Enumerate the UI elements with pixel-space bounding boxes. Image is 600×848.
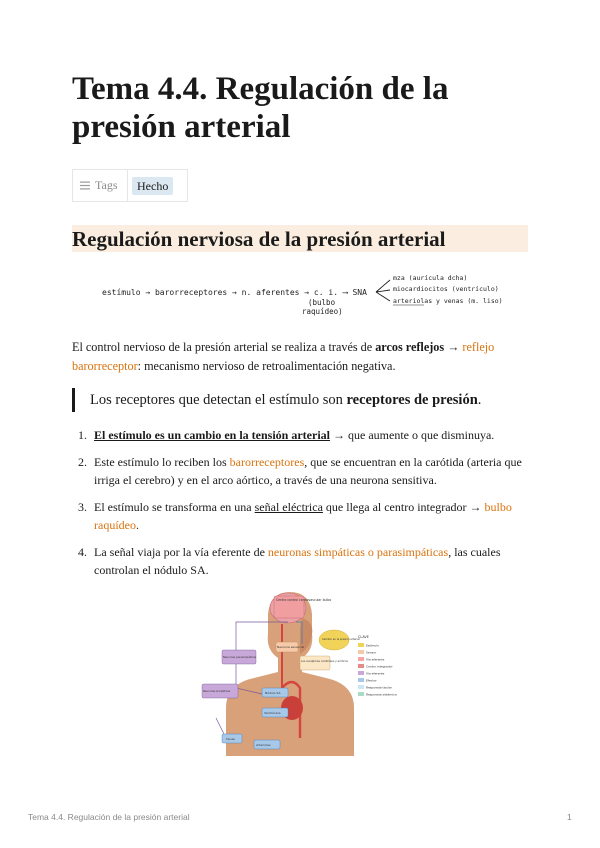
legend-label: Vía eferente <box>366 671 385 676</box>
figure-legend-items <box>358 643 397 697</box>
legend-swatch <box>358 692 364 696</box>
legend-swatch <box>358 650 364 654</box>
callout-end: . <box>477 392 482 408</box>
list-item <box>72 453 528 489</box>
handwritten-branch-2: miocardiocitos (ventrículo) <box>393 285 499 293</box>
figure-para-label: Neuronas parasimpáticas <box>223 656 257 659</box>
legend-swatch <box>358 657 364 661</box>
list-number: 4. <box>78 545 87 559</box>
handwritten-diagram <box>100 268 510 318</box>
legend-label: Estímulo <box>366 643 379 648</box>
list-number: 1. <box>78 428 87 442</box>
handwritten-raquideo: raquídeo) <box>302 307 343 316</box>
figure-ventr-label: Ventrículos <box>264 711 281 715</box>
figure-arter-label: Arteriolas <box>256 743 271 747</box>
footer-title: Tema 4.4. Regulación de la presión arterial <box>28 812 190 822</box>
legend-swatch <box>358 685 364 689</box>
handwritten-branch-1: mza (aurícula dcha) <box>393 274 468 282</box>
list-icon <box>80 181 90 190</box>
list-item-1-text: → que aumente o que disminuya. <box>330 428 495 442</box>
handwritten-branch-3: arteriolas y venas (m. liso) <box>393 297 503 305</box>
legend-swatch <box>358 671 364 675</box>
legend-label: Vía aferente <box>366 657 385 662</box>
figure-venas-label: Venas <box>226 737 235 741</box>
intro-arrow: → <box>444 340 463 354</box>
list-item-2-highlight: barorreceptores <box>229 455 305 469</box>
figure-sa-label: Nódulo SA <box>265 691 281 695</box>
list-item-3-mid: que llega al centro integrador → <box>322 500 485 514</box>
list-item <box>72 426 528 444</box>
figure-receptors-label: Los receptores carotídeos y aórticos <box>301 660 348 663</box>
list-item-4-rest: , las cuales controlan el nódulo SA. <box>94 545 501 577</box>
list-item-2-text: Este estímulo lo reciben los <box>94 455 230 469</box>
footer-page-number: 1 <box>567 812 572 822</box>
intro-text-1: El control nervioso de la presión arterial se realiza a través de <box>72 340 376 354</box>
legend-label: Centro integrador <box>366 664 393 669</box>
callout-text: Los receptores que detectan el estímulo son <box>90 392 347 408</box>
tags-property-label <box>73 170 128 201</box>
list-item-3-end: . <box>135 518 139 532</box>
list-item-1-bold: El estímulo es un cambio en la tensión arterial <box>94 428 330 442</box>
figure-legend <box>358 635 397 697</box>
legend-label: Efector <box>366 678 377 683</box>
list-number: 3. <box>78 500 87 514</box>
callout-quote <box>72 388 528 412</box>
properties-table <box>72 169 188 202</box>
legend-label: Respuesta sistémica <box>366 692 397 697</box>
baroreflex-figure <box>196 588 408 756</box>
figure-center-label: Centro control cardiovascular bulbo <box>276 598 332 602</box>
callout-bold: receptores de presión <box>346 392 478 408</box>
page-title: Tema 4.4. Regulación de la presión arterial <box>72 71 449 145</box>
list-number: 2. <box>78 455 87 469</box>
legend-swatch <box>358 664 364 668</box>
list-item-3-text: El estímulo se transforma en una <box>94 500 255 514</box>
legend-label: Sensor <box>366 650 377 655</box>
list-item-3-highlight: bulbo raquídeo <box>94 500 512 532</box>
list-item-4-text: La señal viaja por la vía eferente de <box>94 545 268 559</box>
figure-stimulus-label: Cambio en la presión arterial <box>322 638 360 641</box>
intro-bold-arcos: arcos reflejos <box>375 340 445 354</box>
tags-property-value[interactable] <box>128 177 173 195</box>
list-item-4-highlight: neuronas simpáticas o parasimpáticas <box>267 545 449 559</box>
handwritten-branch-arrows <box>376 280 390 301</box>
figure-legend-title: CLAVE <box>358 635 369 639</box>
legend-swatch <box>358 678 364 682</box>
legend-label: Respuesta tisular <box>366 685 392 690</box>
intro-highlight-reflejo: reflejo barorreceptor <box>72 340 495 373</box>
list-item-2-rest: , que se encuentran en la carótida (arteria que irriga el cerebro) y en el arco aórtico, a través de una neurona sensitiva. <box>94 455 522 487</box>
handwritten-bulbo: (bulbo <box>308 298 336 307</box>
list-item-3-underline: señal eléctrica <box>254 500 323 514</box>
numbered-list <box>72 426 528 588</box>
figure-symp-label: Neuronas simpáticas <box>203 690 231 693</box>
tag-chip-hecho[interactable]: Hecho <box>132 177 173 195</box>
tags-label: Tags <box>95 178 118 192</box>
intro-paragraph <box>72 338 532 376</box>
legend-swatch <box>358 643 364 647</box>
handwritten-main-line: estímulo → barorreceptores → n. aferentes → c. i. ⟶ SNA <box>102 288 367 297</box>
figure-sensory-label: Neurona sensorial <box>277 645 305 649</box>
section-heading: Regulación nerviosa de la presión arterial <box>72 227 446 251</box>
figure-receptors-box <box>300 656 330 670</box>
intro-text-2: : mecanismo nervioso de retroalimentación negativa. <box>137 359 396 373</box>
list-item <box>72 498 528 534</box>
list-item <box>72 543 528 579</box>
